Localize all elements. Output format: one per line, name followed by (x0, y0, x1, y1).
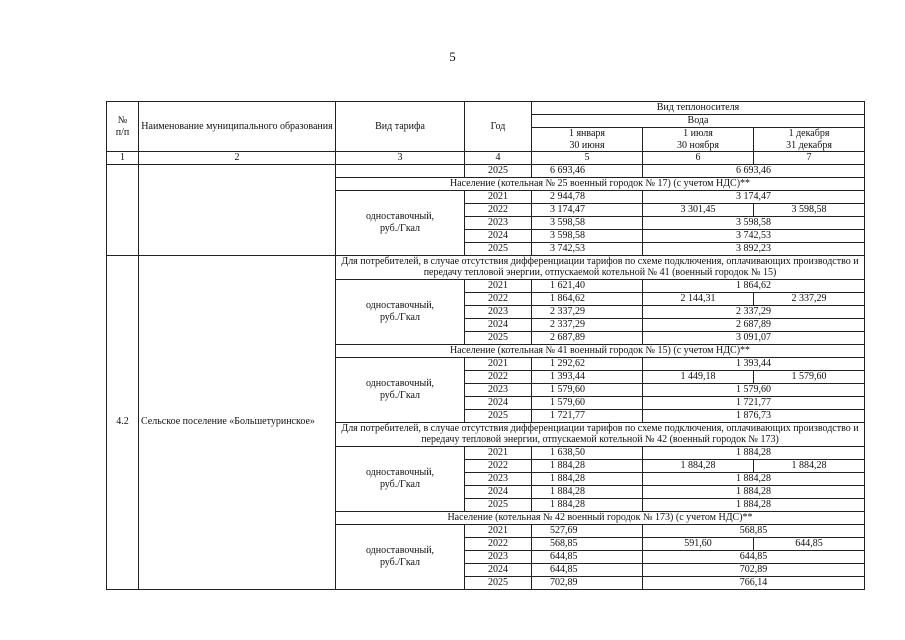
section-municipality: Сельское поселение «Большетуринское» (139, 255, 336, 589)
prev-no-cell (107, 164, 139, 255)
value-cell: 568,85 (532, 537, 643, 550)
value-cell: 6 693,46 (643, 164, 865, 177)
header-row-1 (107, 102, 865, 115)
header-period-3: 1 декабря 31 декабря (754, 128, 865, 152)
value-cell: 3 091,07 (643, 331, 865, 344)
value-cell: 1 884,28 (643, 485, 865, 498)
value-cell: 1 864,62 (532, 292, 643, 305)
value-cell: 2 687,89 (532, 331, 643, 344)
header-year: Год (465, 102, 532, 152)
tariff-type-cell: одноставочный, руб./Гкал (336, 279, 465, 344)
tariff-type-cell: одноставочный, руб./Гкал (336, 524, 465, 589)
header-period-1: 1 января 30 июня (532, 128, 643, 152)
value-cell: 766,14 (643, 576, 865, 589)
tariff-table (106, 101, 865, 590)
prev-municipality-cell (139, 164, 336, 255)
value-cell: 1 393,44 (643, 357, 865, 370)
year-cell: 2021 (465, 279, 532, 292)
year-cell: 2022 (465, 292, 532, 305)
value-cell: 2 337,29 (643, 305, 865, 318)
value-cell: 2 687,89 (643, 318, 865, 331)
year-cell: 2022 (465, 537, 532, 550)
value-cell: 2 337,29 (754, 292, 865, 305)
block-title: Для потребителей, в случае отсутствия дифференциации тарифов по схеме подключения, оплачивающих производство и передачу тепловой энергии, отпускаемой котельной № 41 (военный городок № 15) (336, 255, 865, 279)
block-title: Для потребителей, в случае отсутствия дифференциации тарифов по схеме подключения, оплачивающих производство и передачу тепловой энергии, отпускаемой котельной № 42 (военный городок № 173) (336, 422, 865, 446)
col-number: 5 (532, 152, 643, 165)
value-cell: 3 742,53 (532, 242, 643, 255)
col-number: 3 (336, 152, 465, 165)
prev-tariff-cell (336, 164, 465, 177)
value-cell: 1 864,62 (643, 279, 865, 292)
year-cell: 2023 (465, 216, 532, 229)
value-cell: 1 579,60 (643, 383, 865, 396)
value-cell: 1 579,60 (532, 383, 643, 396)
value-cell: 1 884,28 (643, 446, 865, 459)
year-cell: 2025 (465, 409, 532, 422)
year-cell: 2021 (465, 446, 532, 459)
value-cell: 527,69 (532, 524, 643, 537)
header-water: Вода (532, 115, 865, 128)
value-cell: 1 721,77 (643, 396, 865, 409)
value-cell: 3 598,58 (532, 229, 643, 242)
year-cell: 2022 (465, 203, 532, 216)
value-cell: 1 884,28 (754, 459, 865, 472)
value-cell: 2 944,78 (532, 190, 643, 203)
year-cell: 2024 (465, 563, 532, 576)
section-number: 4.2 (107, 255, 139, 589)
col-number: 2 (139, 152, 336, 165)
block-title: Население (котельная № 25 военный городок № 17) (с учетом НДС)** (336, 177, 865, 190)
header-carrier-type: Вид теплоносителя (532, 102, 865, 115)
tariff-type-cell: одноставочный, руб./Гкал (336, 357, 465, 422)
col-number: 6 (643, 152, 754, 165)
table-row (107, 164, 865, 177)
header-tariff-type: Вид тарифа (336, 102, 465, 152)
value-cell: 644,85 (532, 563, 643, 576)
value-cell: 644,85 (754, 537, 865, 550)
value-cell: 3 598,58 (532, 216, 643, 229)
value-cell: 3 742,53 (643, 229, 865, 242)
block-title-row (107, 255, 865, 279)
value-cell: 1 884,28 (532, 472, 643, 485)
year-cell: 2022 (465, 459, 532, 472)
year-cell: 2022 (465, 370, 532, 383)
year-cell: 2023 (465, 550, 532, 563)
value-cell: 591,60 (643, 537, 754, 550)
value-cell: 702,89 (643, 563, 865, 576)
tariff-type-cell: одноставочный, руб./Гкал (336, 190, 465, 255)
value-cell: 1 449,18 (643, 370, 754, 383)
col-number: 1 (107, 152, 139, 165)
header-no: № п/п (107, 102, 139, 152)
year-cell: 2023 (465, 472, 532, 485)
year-cell: 2025 (465, 576, 532, 589)
value-cell: 1 579,60 (754, 370, 865, 383)
value-cell: 1 884,28 (643, 459, 754, 472)
year-cell: 2024 (465, 396, 532, 409)
value-cell: 2 337,29 (532, 305, 643, 318)
column-number-row (107, 152, 865, 165)
page-number: 5 (449, 49, 456, 64)
year-cell: 2021 (465, 524, 532, 537)
value-cell: 644,85 (643, 550, 865, 563)
value-cell: 3 174,47 (643, 190, 865, 203)
value-cell: 1 292,62 (532, 357, 643, 370)
header-period-2: 1 июля 30 ноября (643, 128, 754, 152)
block-title: Население (котельная № 41 военный городок № 15) (с учетом НДС)** (336, 344, 865, 357)
year-cell: 2023 (465, 305, 532, 318)
value-cell: 3 598,58 (754, 203, 865, 216)
value-cell: 1 884,28 (532, 498, 643, 511)
year-cell: 2024 (465, 485, 532, 498)
year-cell: 2025 (465, 331, 532, 344)
year-cell: 2024 (465, 318, 532, 331)
value-cell: 3 598,58 (643, 216, 865, 229)
value-cell: 1 884,28 (643, 472, 865, 485)
value-cell: 2 337,29 (532, 318, 643, 331)
header-municipality: Наименование муниципального образования (139, 102, 336, 152)
value-cell: 1 876,73 (643, 409, 865, 422)
year-cell: 2025 (465, 498, 532, 511)
value-cell: 1 621,40 (532, 279, 643, 292)
value-cell: 1 579,60 (532, 396, 643, 409)
value-cell: 1 393,44 (532, 370, 643, 383)
year-cell: 2023 (465, 383, 532, 396)
value-cell: 644,85 (532, 550, 643, 563)
year-cell: 2025 (465, 242, 532, 255)
value-cell: 1 884,28 (643, 498, 865, 511)
value-cell: 3 174,47 (532, 203, 643, 216)
year-cell: 2025 (465, 164, 532, 177)
value-cell: 3 892,23 (643, 242, 865, 255)
year-cell: 2021 (465, 190, 532, 203)
value-cell: 2 144,31 (643, 292, 754, 305)
value-cell: 1 884,28 (532, 459, 643, 472)
value-cell: 1 638,50 (532, 446, 643, 459)
block-title: Население (котельная № 42 военный городок № 173) (с учетом НДС)** (336, 511, 865, 524)
value-cell: 702,89 (532, 576, 643, 589)
year-cell: 2024 (465, 229, 532, 242)
value-cell: 3 301,45 (643, 203, 754, 216)
col-number: 7 (754, 152, 865, 165)
value-cell: 1 721,77 (532, 409, 643, 422)
year-cell: 2021 (465, 357, 532, 370)
value-cell: 1 884,28 (532, 485, 643, 498)
tariff-type-cell: одноставочный, руб./Гкал (336, 446, 465, 511)
value-cell: 6 693,46 (532, 164, 643, 177)
col-number: 4 (465, 152, 532, 165)
value-cell: 568,85 (643, 524, 865, 537)
